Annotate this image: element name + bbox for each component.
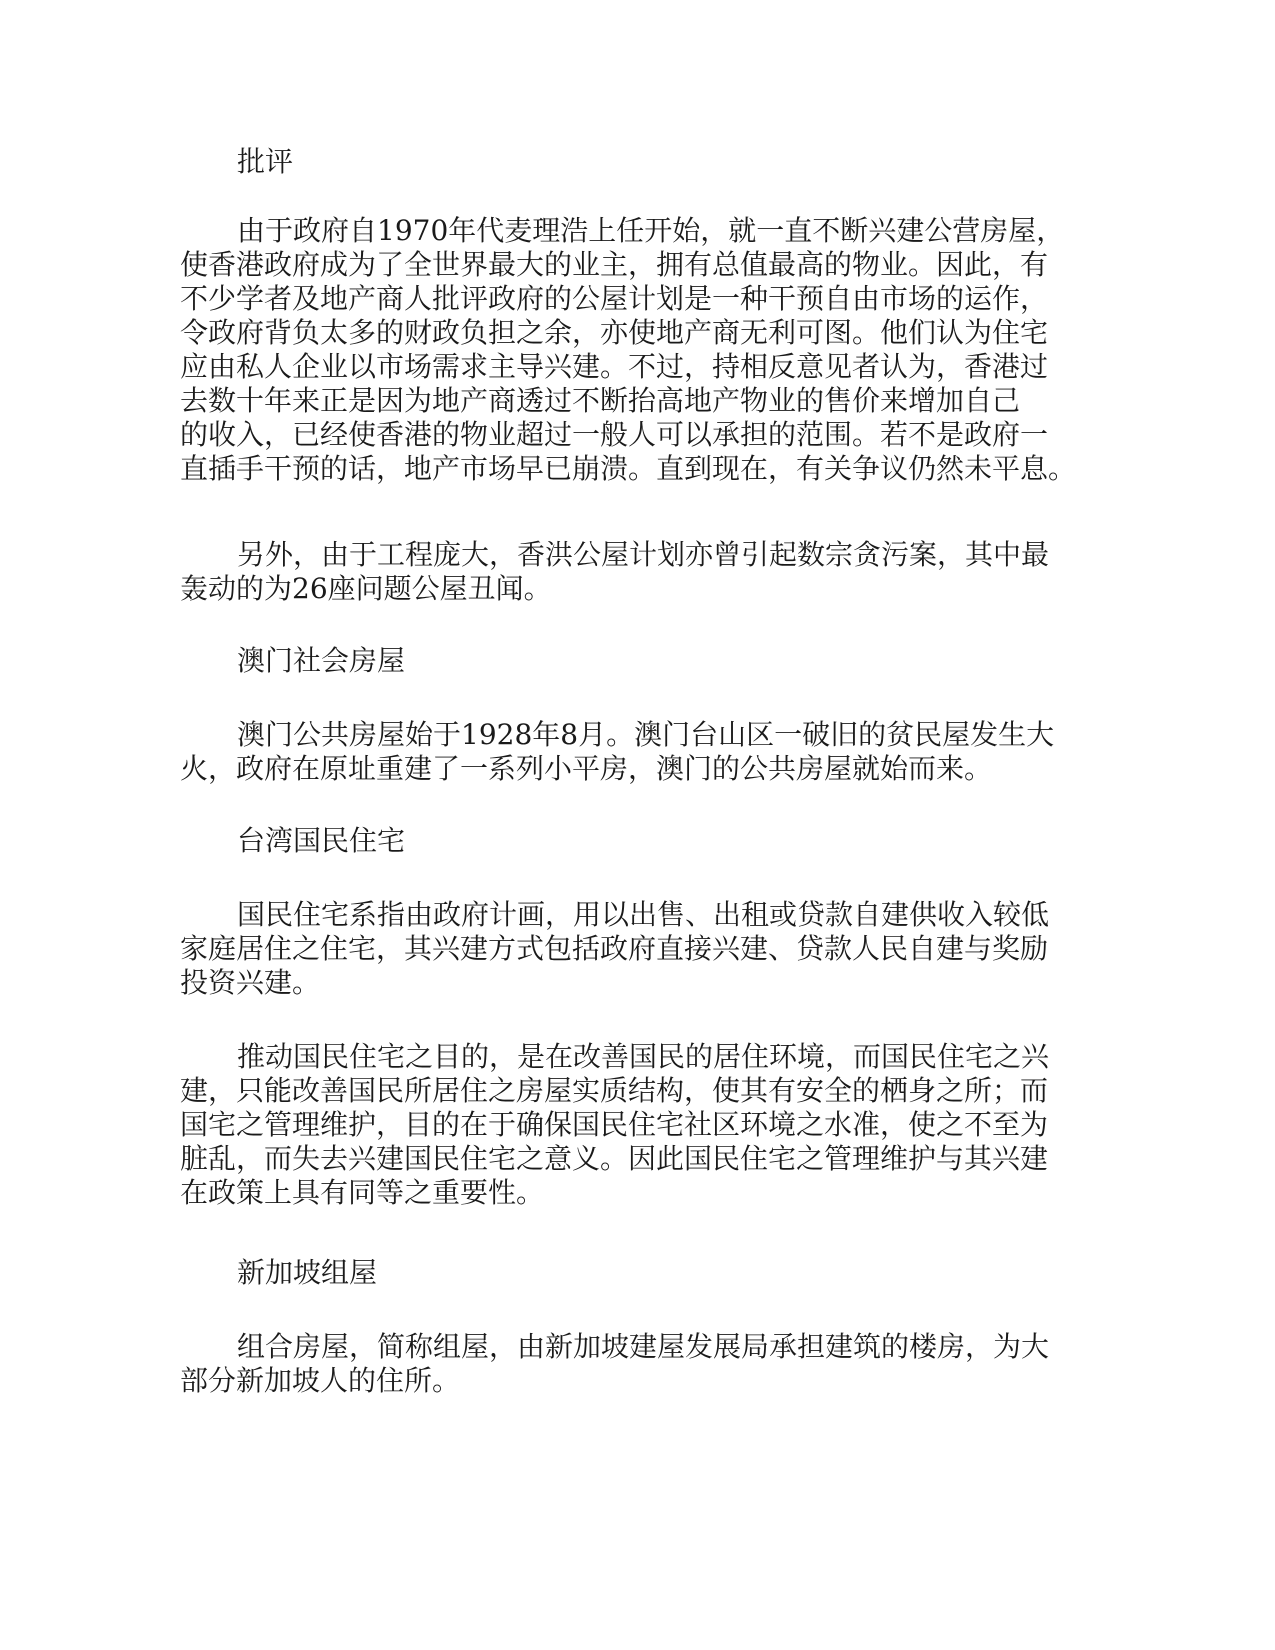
paragraph-line: 推动国民住宅之目的，是在改善国民的居住环境，而国民住宅之兴 [237,1040,1050,1073]
paragraph-line: 家庭居住之住宅，其兴建方式包括政府直接兴建、贷款人民自建与奖励 [180,932,1049,965]
paragraph-line: 部分新加坡人的住所。 [180,1364,461,1397]
heading-macau-social-housing [180,644,1040,678]
paragraph-line: 澳门公共房屋始于1928年8月。澳门台山区一破旧的贫民屋发生大 [237,718,1055,751]
paragraph-taiwan-2 [180,1040,1050,1210]
paragraph-line: 在政策上具有同等之重要性。 [180,1176,545,1209]
paragraph-line: 的收入，已经使香港的物业超过一般人可以承担的范围。若不是政府一 [180,418,1049,451]
paragraph-line: 令政府背负太多的财政负担之余，亦使地产商无利可图。他们认为住宅 [180,316,1049,349]
heading-line: 批评 [237,145,294,178]
paragraph-line: 火，政府在原址重建了一系列小平房，澳门的公共房屋就始而来。 [180,752,993,785]
paragraph-line: 不少学者及地产商人批评政府的公屋计划是一种干预自由市场的运作， [180,282,1049,315]
paragraph-line: 直插手干预的话，地产市场早已崩溃。直到现在，有关争议仍然未平息。 [180,452,1077,485]
heading-criticism [180,145,1040,179]
paragraph-singapore [180,1330,1050,1398]
paragraph-line: 应由私人企业以市场需求主导兴建。不过，持相反意见者认为，香港过 [180,350,1049,383]
paragraph-line: 轰动的为26座问题公屋丑闻。 [180,572,552,605]
paragraph-line: 国民住宅系指由政府计画，用以出售、出租或贷款自建供收入较低 [237,898,1050,931]
heading-line: 澳门社会房屋 [237,644,406,677]
heading-taiwan-public-housing [180,824,1040,858]
paragraph-line: 国宅之管理维护，目的在于确保国民住宅社区环境之水准，使之不至为 [180,1108,1049,1141]
paragraph-line: 去数十年来正是因为地产商透过不断抬高地产物业的售价来增加自己 [180,384,1021,417]
paragraph-line: 另外，由于工程庞大，香洪公屋计划亦曾引起数宗贪污案，其中最 [237,538,1050,571]
paragraph-macau [180,718,1055,786]
heading-line: 台湾国民住宅 [237,824,406,857]
paragraph-criticism-2 [180,538,1050,606]
paragraph-line: 由于政府自1970年代麦理浩上任开始，就一直不断兴建公营房屋， [237,214,1065,247]
heading-line: 新加坡组屋 [237,1256,378,1289]
paragraph-line: 投资兴建。 [180,966,321,999]
paragraph-line: 建，只能改善国民所居住之房屋实质结构，使其有安全的栖身之所；而 [180,1074,1049,1107]
paragraph-line: 使香港政府成为了全世界最大的业主，拥有总值最高的物业。因此，有 [180,248,1049,281]
paragraph-line: 脏乱，而失去兴建国民住宅之意义。因此国民住宅之管理维护与其兴建 [180,1142,1049,1175]
paragraph-criticism-1 [180,214,1077,486]
heading-singapore-hdb [180,1256,1040,1290]
paragraph-taiwan-1 [180,898,1050,1000]
paragraph-line: 组合房屋，简称组屋，由新加坡建屋发展局承担建筑的楼房，为大 [237,1330,1050,1363]
